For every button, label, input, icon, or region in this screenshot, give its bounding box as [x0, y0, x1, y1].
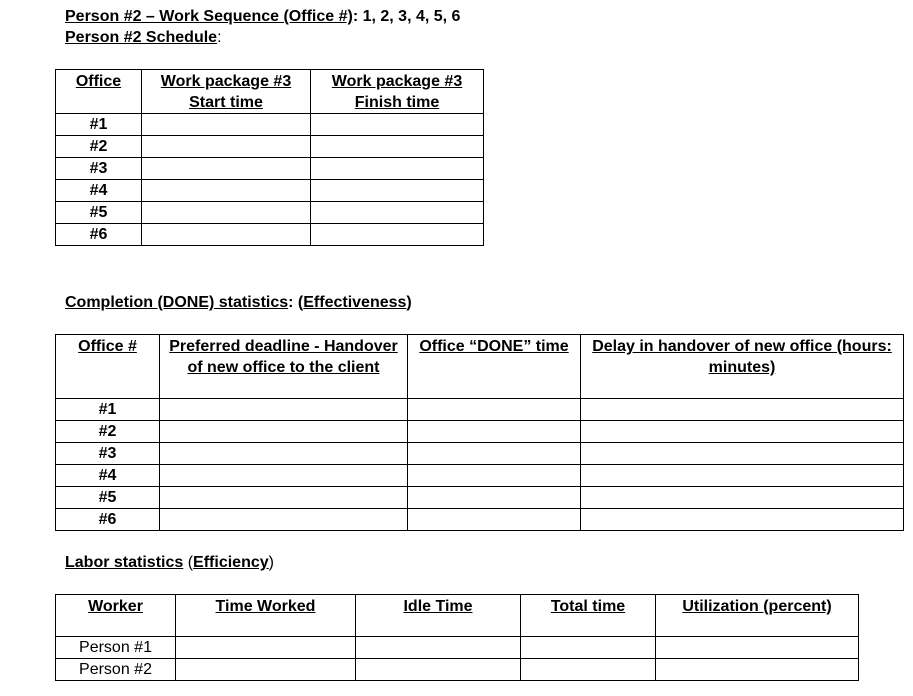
done-time-cell[interactable] [408, 421, 581, 443]
start-time-cell[interactable] [142, 136, 311, 158]
delay-cell[interactable] [581, 421, 904, 443]
completion-heading [65, 293, 412, 313]
finish-time-cell[interactable] [311, 202, 484, 224]
office-cell: #5 [56, 202, 142, 224]
office-cell: #4 [56, 180, 142, 202]
schedule-heading [65, 28, 222, 48]
office-cell: #2 [56, 136, 142, 158]
schedule-label: Person #2 Schedule [65, 29, 218, 46]
utilization-cell[interactable] [656, 659, 859, 681]
delay-cell[interactable] [581, 399, 904, 421]
delay-cell[interactable] [581, 465, 904, 487]
completion-label: Completion (DONE) statistics [65, 294, 289, 311]
table-row [56, 158, 484, 180]
table-row [56, 637, 859, 659]
sequence-heading [65, 7, 460, 27]
finish-time-cell[interactable] [311, 224, 484, 246]
labor-header-worker: Worker [56, 595, 176, 637]
start-time-cell[interactable] [142, 202, 311, 224]
completion-header-done: Office “DONE” time [408, 335, 581, 399]
start-time-cell[interactable] [142, 158, 311, 180]
labor-end: ) [268, 554, 274, 571]
completion-paren: Effectiveness [303, 294, 407, 311]
labor-header-idle-time: Idle Time [356, 595, 521, 637]
finish-time-cell[interactable] [311, 180, 484, 202]
office-cell: #3 [56, 158, 142, 180]
labor-sep: ( [183, 554, 194, 571]
start-time-cell[interactable] [142, 180, 311, 202]
finish-time-cell[interactable] [311, 136, 484, 158]
idle-time-cell[interactable] [356, 659, 521, 681]
completion-sep: : ( [288, 294, 304, 311]
office-cell: #1 [56, 399, 160, 421]
sequence-label: Person #2 – Work Sequence (Office #) [65, 8, 353, 25]
delay-cell[interactable] [581, 443, 904, 465]
table-row [56, 443, 904, 465]
office-cell: #2 [56, 421, 160, 443]
table-row [56, 224, 484, 246]
completion-header-office: Office # [56, 335, 160, 399]
office-cell: #6 [56, 224, 142, 246]
office-cell: #5 [56, 487, 160, 509]
table-row [56, 659, 859, 681]
completion-header-delay: Delay in handover of new office (hours: minutes) [581, 335, 904, 399]
total-time-cell[interactable] [521, 659, 656, 681]
labor-table [55, 594, 859, 681]
table-row [56, 465, 904, 487]
table-row [56, 136, 484, 158]
deadline-cell[interactable] [160, 509, 408, 531]
completion-header-deadline: Preferred deadline - Handover of new office to the client [160, 335, 408, 399]
labor-paren: Efficiency [193, 554, 269, 571]
deadline-cell[interactable] [160, 443, 408, 465]
schedule-header-office: Office [56, 70, 142, 114]
labor-header-row [56, 595, 859, 637]
deadline-cell[interactable] [160, 421, 408, 443]
office-cell: #6 [56, 509, 160, 531]
delay-cell[interactable] [581, 487, 904, 509]
worker-cell: Person #1 [56, 637, 176, 659]
labor-heading [65, 553, 274, 573]
schedule-colon: : [217, 29, 222, 46]
table-row [56, 202, 484, 224]
time-worked-cell[interactable] [176, 659, 356, 681]
schedule-header-row [56, 70, 484, 114]
completion-end: ) [406, 294, 412, 311]
deadline-cell[interactable] [160, 399, 408, 421]
table-row [56, 509, 904, 531]
schedule-header-finish: Work package #3 Finish time [311, 70, 484, 114]
done-time-cell[interactable] [408, 443, 581, 465]
time-worked-cell[interactable] [176, 637, 356, 659]
delay-cell[interactable] [581, 509, 904, 531]
table-row [56, 114, 484, 136]
done-time-cell[interactable] [408, 399, 581, 421]
office-cell: #4 [56, 465, 160, 487]
completion-header-row [56, 335, 904, 399]
office-cell: #3 [56, 443, 160, 465]
sequence-values: : 1, 2, 3, 4, 5, 6 [352, 8, 461, 25]
table-row [56, 421, 904, 443]
finish-time-cell[interactable] [311, 158, 484, 180]
schedule-header-start: Work package #3 Start time [142, 70, 311, 114]
start-time-cell[interactable] [142, 114, 311, 136]
table-row [56, 180, 484, 202]
labor-label: Labor statistics [65, 554, 184, 571]
done-time-cell[interactable] [408, 465, 581, 487]
labor-header-utilization: Utilization (percent) [656, 595, 859, 637]
idle-time-cell[interactable] [356, 637, 521, 659]
done-time-cell[interactable] [408, 509, 581, 531]
labor-header-total-time: Total time [521, 595, 656, 637]
deadline-cell[interactable] [160, 487, 408, 509]
table-row [56, 487, 904, 509]
total-time-cell[interactable] [521, 637, 656, 659]
labor-header-time-worked: Time Worked [176, 595, 356, 637]
table-row [56, 399, 904, 421]
office-cell: #1 [56, 114, 142, 136]
completion-table [55, 334, 904, 531]
deadline-cell[interactable] [160, 465, 408, 487]
schedule-table [55, 69, 484, 246]
start-time-cell[interactable] [142, 224, 311, 246]
done-time-cell[interactable] [408, 487, 581, 509]
worker-cell: Person #2 [56, 659, 176, 681]
utilization-cell[interactable] [656, 637, 859, 659]
finish-time-cell[interactable] [311, 114, 484, 136]
